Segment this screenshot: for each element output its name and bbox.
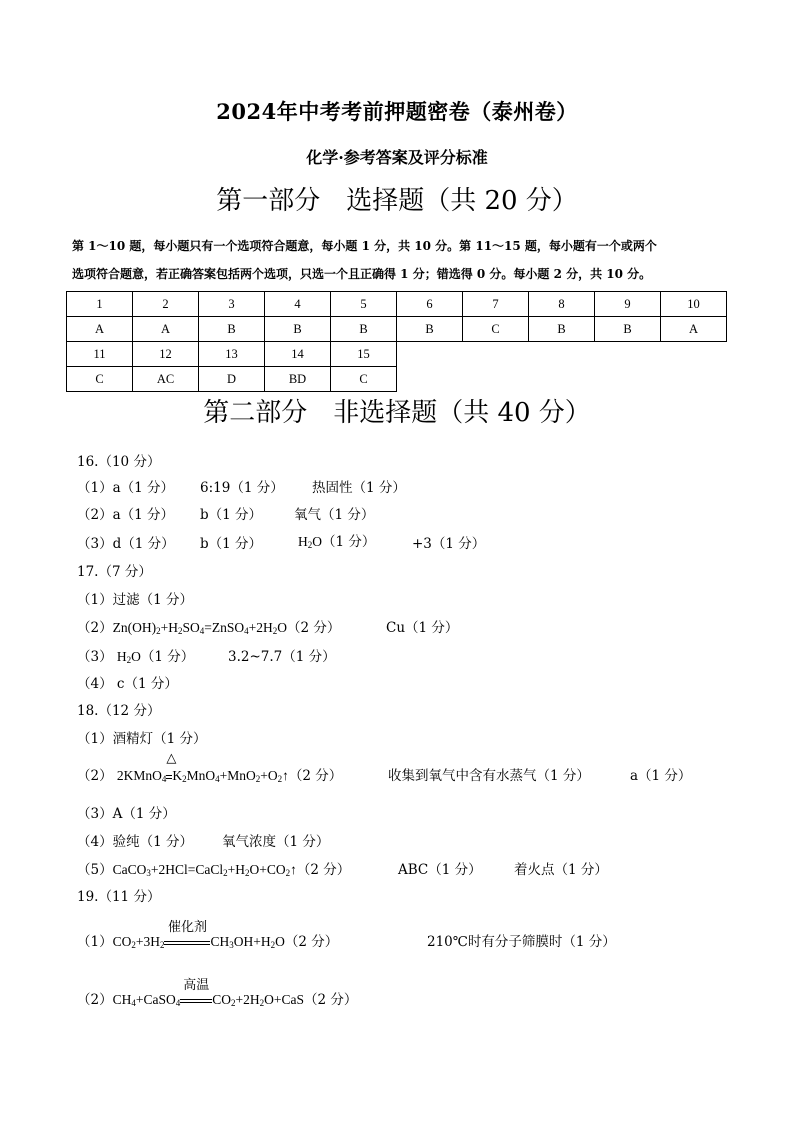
q17-line3: （3） $H_2O(1$ 分） (77, 649, 195, 665)
table-cell: C (67, 367, 133, 392)
q18-line1: （1）酒精灯（1 分） (77, 731, 207, 747)
q16-header: 16.（10 分） (77, 454, 161, 470)
table-cell: 10 (661, 292, 727, 317)
table-cell: 14 (265, 342, 331, 367)
q18-header: 18.（12 分） (77, 703, 161, 719)
q16-line1-b: 6:19（1 分） (200, 480, 284, 496)
table-cell: 12 (133, 342, 199, 367)
q19-header: 19.（11 分） (77, 889, 161, 905)
table-cell: 6 (397, 292, 463, 317)
table-cell: 3 (199, 292, 265, 317)
table-cell: 2 (133, 292, 199, 317)
q18-line5-b: ABC（1 分） (398, 862, 482, 878)
table-cell: 5 (331, 292, 397, 317)
part2-heading: 第二部分 非选择题（共 40 分） (203, 398, 591, 428)
q19-line2: $(2)CH_4+CaSO_4$ 高温 $CO_2+2H_2O+CaS(2$ 分） (77, 977, 358, 1008)
q16-line3-d: +3（1 分） (412, 536, 486, 552)
part1-heading: 第一部分 选择题（共 20 分） (216, 186, 578, 216)
q17-line1: （1）过滤（1 分） (77, 592, 193, 608)
q16-line1-c: 热固性（1 分） (312, 480, 406, 496)
table-cell: 1 (67, 292, 133, 317)
answer-table (66, 291, 727, 392)
q16-line2-a: （2）a（1 分） (77, 507, 175, 523)
q18-line4-b: 氧气浓度（1 分） (222, 834, 330, 850)
table-cell: 9 (595, 292, 661, 317)
q17-line2-b: Cu（1 分） (386, 620, 459, 636)
table-cell: C (331, 367, 397, 392)
page-title: 2024年中考考前押题密卷（泰州卷） (216, 99, 578, 124)
part1-instructions-line2: 选项符合题意，若正确答案包括两个选项，只选一个且正确得 1 分；错选得 0 分。每小题 2 分，共 10 分。 (72, 267, 652, 281)
table-cell: 11 (67, 342, 133, 367)
q18-line5: $(5)CaCO_3+2HCl=CaCl_2+H_2O+CO_2↑(2$ 分） (77, 862, 351, 878)
table-cell: 8 (529, 292, 595, 317)
page-subtitle: 化学·参考答案及评分标准 (306, 148, 488, 167)
table-row (67, 317, 727, 342)
table-cell: 15 (331, 342, 397, 367)
table-cell: C (463, 317, 529, 342)
q18-line3: （3）A（1 分） (77, 806, 176, 822)
q17-header: 17.（7 分） (77, 564, 152, 580)
q17-line3-b: 3.2~7.7（1 分） (228, 649, 336, 665)
table-cell: 7 (463, 292, 529, 317)
table-cell: BD (265, 367, 331, 392)
table-cell: A (133, 317, 199, 342)
table-cell: B (199, 317, 265, 342)
q17-line2: $(2)Zn(OH)_2+H_2SO_4=ZnSO_4+2H_2O(2$ 分） (77, 620, 341, 636)
q16-line3-b: b（1 分） (200, 536, 263, 552)
table-row (67, 367, 727, 392)
q18-line2-c: a（1 分） (630, 768, 692, 784)
q18-line5-c: 着火点（1 分） (514, 862, 608, 878)
q18-line2: （2） 2KMnO$_4$ △ $K_2MnO_4+MnO_2+O_2↑(2$ 分） (77, 750, 343, 784)
q16-line2-b: b（1 分） (200, 507, 263, 523)
table-cell: A (661, 317, 727, 342)
q19-line1-b: 210℃时有分子筛膜时（1 分） (427, 934, 616, 950)
table-row (67, 342, 727, 367)
q19-line1: $(1)CO_2+3H_2$ 催化剂 $CH_3OH+H_2O(2$ 分） (77, 919, 339, 950)
table-cell: A (67, 317, 133, 342)
table-cell: B (265, 317, 331, 342)
q18-line2-b: 收集到氧气中含有水蒸气（1 分） (388, 768, 590, 784)
table-cell: 13 (199, 342, 265, 367)
table-cell: B (331, 317, 397, 342)
table-cell: 4 (265, 292, 331, 317)
table-cell: AC (133, 367, 199, 392)
table-cell: B (397, 317, 463, 342)
q16-line1-a: （1）a（1 分） (77, 480, 175, 496)
table-row (67, 292, 727, 317)
table-cell: D (199, 367, 265, 392)
q16-line3-a: （3）d（1 分） (77, 536, 175, 552)
q17-line4: （4） c（1 分） (77, 676, 178, 692)
part1-instructions-line1: 第 1～10 题，每小题只有一个选项符合题意，每小题 1 分，共 10 分。第 11～15 题，每小题有一个或两个 (72, 239, 657, 253)
q16-line3-c: $H_2O(1$ 分） (298, 534, 376, 550)
table-cell: B (595, 317, 661, 342)
table-cell: B (529, 317, 595, 342)
q18-line4-a: （4）验纯（1 分） (77, 834, 193, 850)
q16-line2-c: 氧气（1 分） (294, 507, 375, 523)
